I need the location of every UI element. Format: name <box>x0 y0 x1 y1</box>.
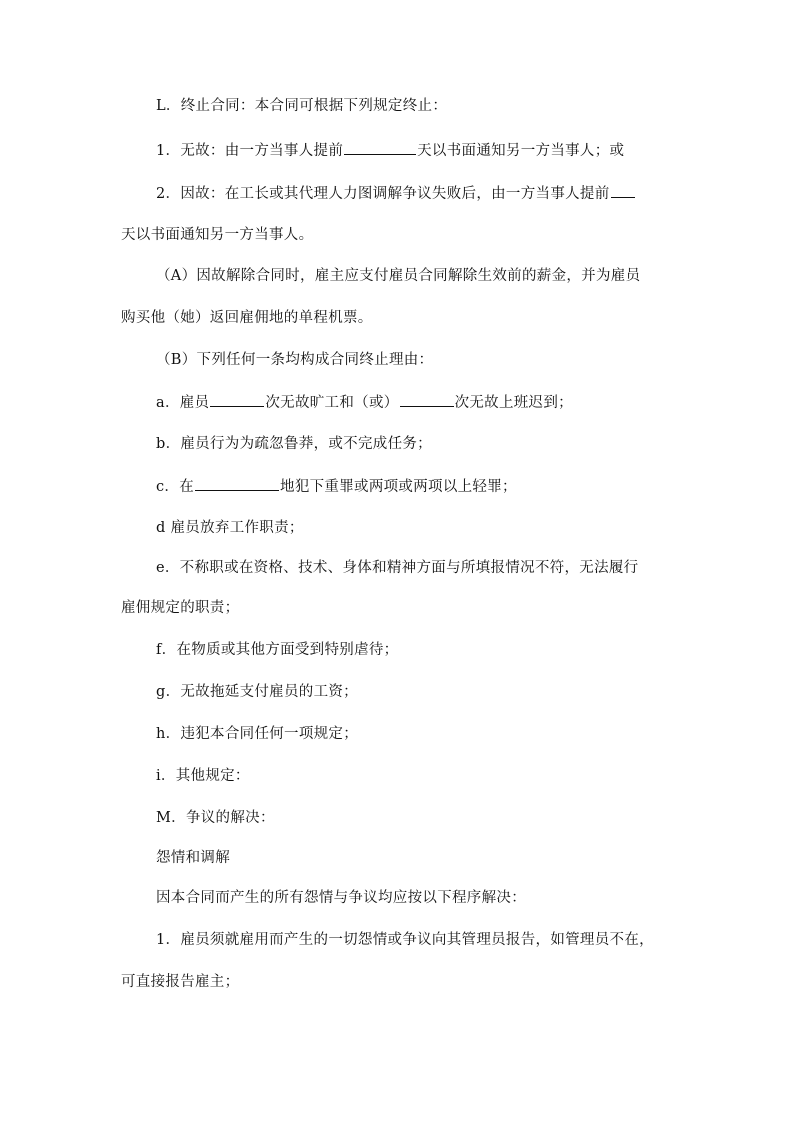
days-blank[interactable] <box>344 140 416 155</box>
reason-f: f．在物质或其他方面受到特别虐待； <box>156 642 399 658</box>
reason-a <box>156 392 573 413</box>
termination-clause-1 <box>156 140 624 161</box>
section-l-heading: L．终止合同：本合同可根据下列规定终止： <box>156 98 448 114</box>
clause-text: 天以书面通知另一方当事人；或 <box>417 143 625 159</box>
reason-c <box>156 476 517 497</box>
absence-count-blank[interactable] <box>210 392 264 407</box>
clause-text: 地犯下重罪或两项或两项以上轻罪； <box>280 479 517 495</box>
reason-d: d 雇员放弃工作职责； <box>156 520 304 536</box>
reason-i: i．其他规定： <box>156 768 250 784</box>
reason-e-line1: e．不称职或在资格、技术、身体和精神方面与所填报情况不符，无法履行 <box>156 560 639 576</box>
section-m-heading: M．争议的解决： <box>156 810 275 826</box>
section-m-subheading: 怨情和调解 <box>156 850 230 866</box>
location-blank[interactable] <box>195 476 279 491</box>
dispute-step-1-line2: 可直接报告雇主； <box>121 974 240 990</box>
paragraph-a-line1: （A）因故解除合同时，雇主应支付雇员合同解除生效前的薪金，并为雇员 <box>156 268 641 284</box>
termination-clause-2-cont: 天以书面通知另一方当事人。 <box>121 227 314 243</box>
clause-text: a．雇员 <box>156 395 210 411</box>
reason-h: h．违犯本合同任何一项规定； <box>156 726 359 742</box>
clause-text: 2．因故：在工长或其代理人力图调解争议失败后，由一方当事人提前 <box>156 186 610 202</box>
clause-text: 次无故上班迟到； <box>454 395 573 411</box>
reason-e-line2: 雇佣规定的职责； <box>121 600 240 616</box>
reason-g: g．无故拖延支付雇员的工资； <box>156 684 358 700</box>
clause-text: c．在 <box>156 479 195 495</box>
section-m-intro: 因本合同而产生的所有怨情与争议均应按以下程序解决： <box>156 890 526 906</box>
late-count-blank[interactable] <box>400 392 454 407</box>
reason-b: b．雇员行为为疏忽鲁莽，或不完成任务； <box>156 436 432 452</box>
termination-clause-2 <box>156 183 636 204</box>
clause-text: 1．无故：由一方当事人提前 <box>156 143 344 159</box>
days-blank[interactable] <box>611 183 635 198</box>
paragraph-a-line2: 购买他（她）返回雇佣地的单程机票。 <box>121 310 373 326</box>
paragraph-b: （B）下列任何一条均构成合同终止理由： <box>156 352 434 368</box>
clause-text: 次无故旷工和（或） <box>265 395 399 411</box>
dispute-step-1-line1: 1．雇员须就雇用而产生的一切怨情或争议向其管理员报告，如管理员不在， <box>156 932 654 948</box>
